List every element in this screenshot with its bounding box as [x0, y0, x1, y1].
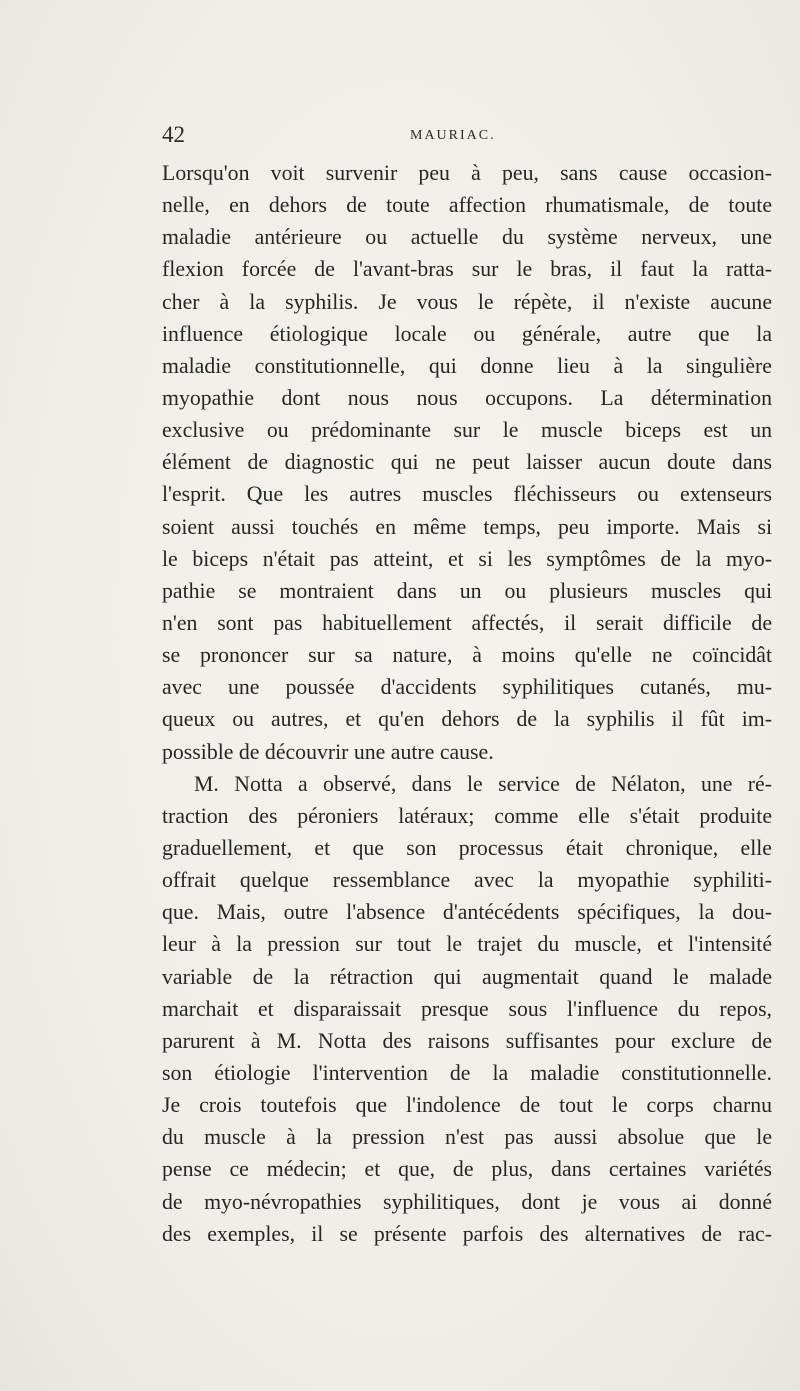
text-line: maladie antérieure ou actuelle du système nerveux, une [162, 225, 772, 250]
text-line: maladie constitutionnelle, qui donne lieu à la singulière [162, 353, 772, 378]
text-line: pathie se montraient dans un ou plusieurs muscles qui [162, 578, 772, 603]
text-line: se prononcer sur sa nature, à moins qu'elle ne coïncidât [162, 643, 772, 668]
text-line: n'en sont pas habituellement affectés, il serait difficile de [162, 610, 772, 635]
text-line: le biceps n'était pas atteint, et si les symptômes de la myo- [162, 546, 772, 571]
text-line: Je crois toutefois que l'indolence de tout le corps charnu [162, 1093, 772, 1118]
text-line: son étiologie l'intervention de la maladie constitutionnelle. [162, 1060, 772, 1085]
text-line: avec une poussée d'accidents syphilitiques cutanés, mu- [162, 675, 772, 700]
text-line: élément de diagnostic qui ne peut laisser aucun doute dans [162, 450, 772, 475]
text-line: flexion forcée de l'avant-bras sur le bras, il faut la ratta- [162, 257, 772, 282]
text-line: M. Notta a observé, dans le service de Nélaton, une ré- [194, 771, 772, 796]
text-line: traction des péroniers latéraux; comme elle s'était produite [162, 803, 772, 828]
paragraph-1 [162, 157, 772, 768]
text-line: exclusive ou prédominante sur le muscle biceps est un [162, 418, 772, 443]
text-line: pense ce médecin; et que, de plus, dans certaines variétés [162, 1157, 772, 1182]
text-line: graduellement, et que son processus était chronique, elle [162, 835, 772, 860]
text-line: queux ou autres, et qu'en dehors de la syphilis il fût im- [162, 707, 772, 732]
text-line: parurent à M. Notta des raisons suffisantes pour exclure de [162, 1028, 772, 1053]
page-header [162, 122, 772, 152]
text-line: que. Mais, outre l'absence d'antécédents spécifiques, la dou- [162, 900, 772, 925]
text-line: cher à la syphilis. Je vous le répète, il n'existe aucune [162, 289, 772, 314]
text-line: influence étiologique locale ou générale, autre que la [162, 321, 772, 346]
text-line: de myo-névropathies syphilitiques, dont je vous ai donné [162, 1189, 772, 1214]
text-line: leur à la pression sur tout le trajet du muscle, et l'intensité [162, 932, 772, 957]
text-line: Lorsqu'on voit survenir peu à peu, sans cause occasion- [162, 161, 772, 185]
text-line: soient aussi touchés en même temps, peu importe. Mais si [162, 514, 772, 539]
text-line: l'esprit. Que les autres muscles fléchisseurs ou extenseurs [162, 482, 772, 507]
text-line: offrait quelque ressemblance avec la myopathie syphiliti- [162, 868, 772, 893]
text-line: marchait et disparaissait presque sous l'influence du repos, [162, 996, 772, 1021]
page-number: 42 [162, 122, 185, 147]
text-line: des exemples, il se présente parfois des alternatives de rac- [162, 1221, 772, 1246]
paragraph-2 [162, 768, 772, 1250]
body-text [162, 157, 772, 1250]
text-line: possible de découvrir une autre cause. [162, 739, 494, 764]
text-line: du muscle à la pression n'est pas aussi absolue que le [162, 1125, 772, 1150]
running-head: MAURIAC. [410, 128, 496, 143]
text-line: myopathie dont nous nous occupons. La détermination [162, 385, 772, 410]
text-line: nelle, en dehors de toute affection rhumatismale, de toute [162, 193, 772, 218]
text-line: variable de la rétraction qui augmentait quand le malade [162, 964, 772, 989]
